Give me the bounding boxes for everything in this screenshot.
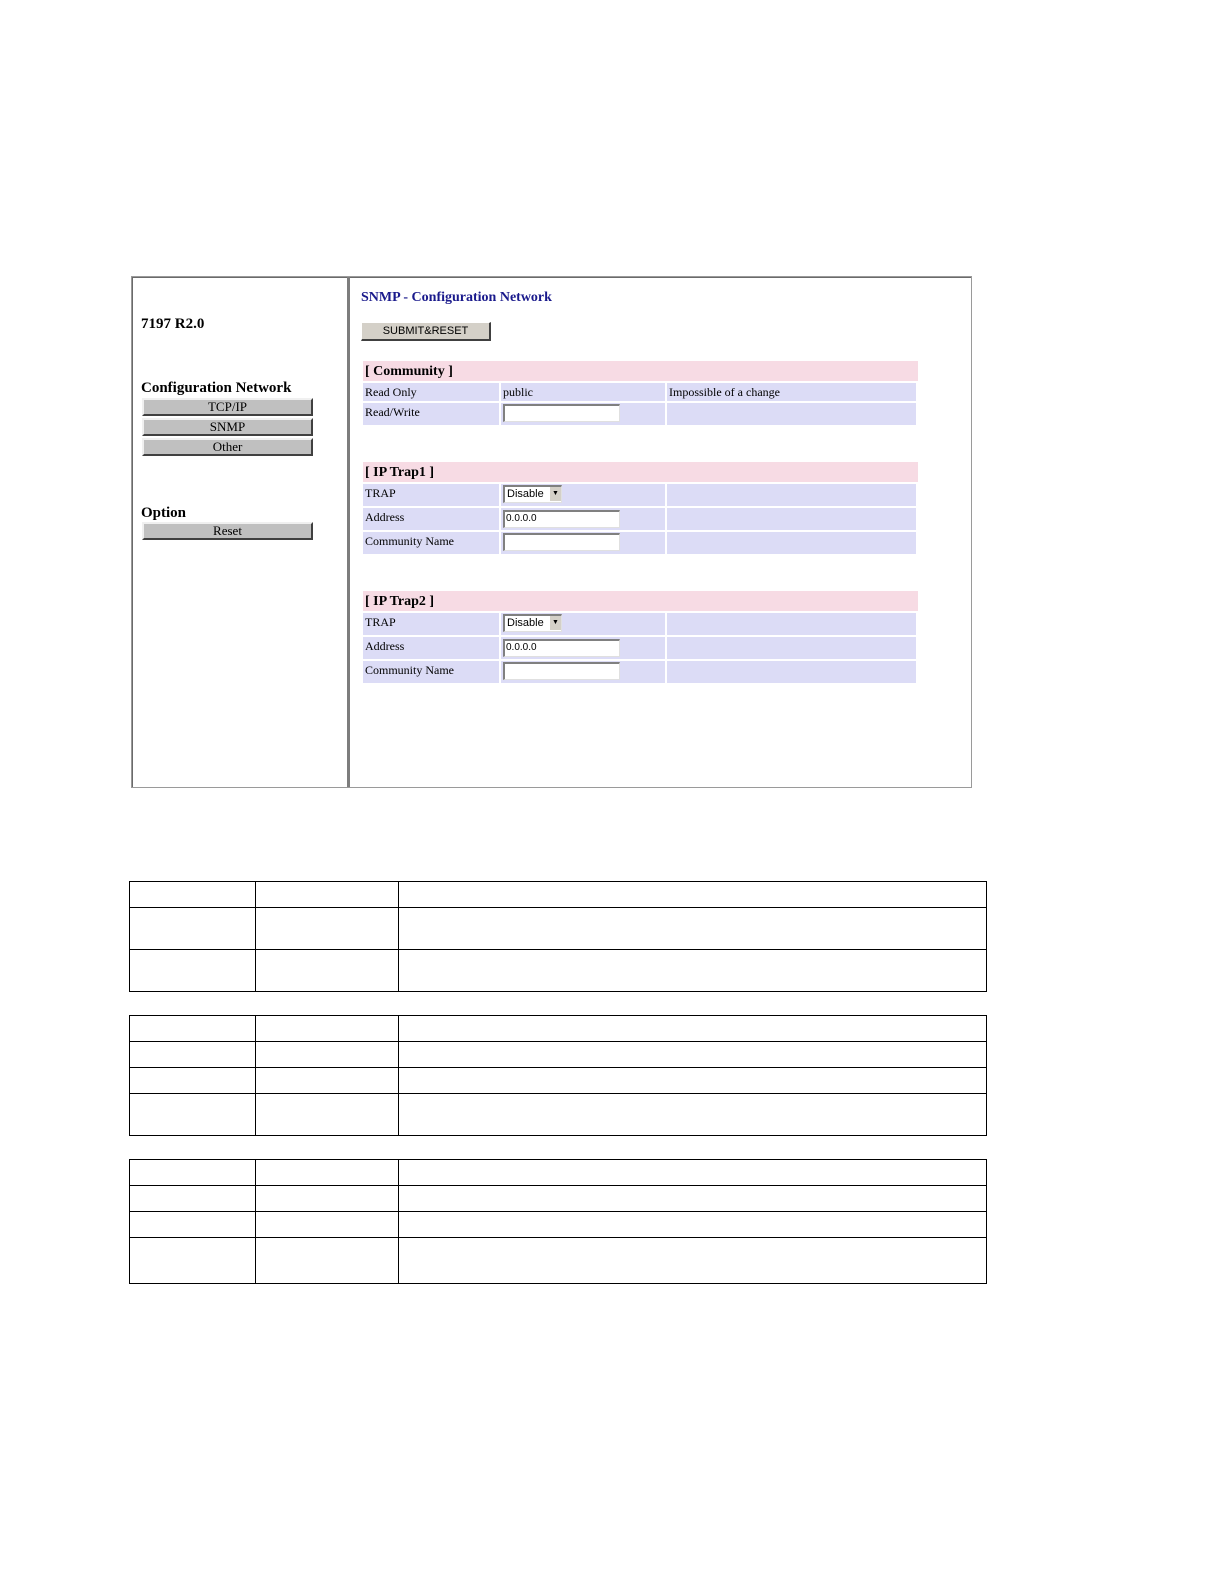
table-row [130,882,987,908]
table-cell [255,1068,398,1094]
trap1-trap-cell [501,484,665,506]
table-cell [255,1160,398,1186]
table-cell [255,1212,398,1238]
table-cell [255,1016,398,1042]
table-cell [398,1016,986,1042]
read-write-label: Read/Write [363,403,499,425]
table-cell [398,882,986,908]
community-heading: [ Community ] [363,361,918,381]
trap2-address-cell [501,637,665,659]
trap1-trap-row [363,484,918,506]
trap1-address-note [667,508,916,530]
chevron-down-icon[interactable]: ▼ [549,616,561,630]
sidebar [132,277,350,787]
trap1-heading: [ IP Trap1 ] [363,462,918,482]
trap1-community-label: Community Name [363,532,499,554]
trap1-description-table [129,1015,987,1136]
option-title: Option [141,505,187,521]
trap2-heading: [ IP Trap2 ] [363,591,918,611]
trap1-address-cell [501,508,665,530]
trap2-community-input[interactable] [503,662,620,680]
table-cell [130,1212,256,1238]
trap2-trap-cell [501,613,665,635]
table-cell [130,1238,256,1284]
table-cell [130,1068,256,1094]
config-network-title: Configuration Network [141,380,292,396]
table-cell [398,1160,986,1186]
table-cell [130,1186,256,1212]
community-section [363,361,918,425]
trap1-community-cell [501,532,665,554]
table-cell [255,1094,398,1136]
trap2-description-table [129,1159,987,1284]
table-cell [398,1238,986,1284]
chevron-down-icon[interactable]: ▼ [549,487,561,501]
trap2-trap-value: Disable [507,617,544,629]
read-write-row [363,403,918,425]
config-screenshot [131,276,972,788]
table-row [130,1042,987,1068]
table-cell [398,908,986,950]
table-cell [398,1094,986,1136]
table-cell [398,950,986,992]
table-row [130,950,987,992]
trap1-trap-value: Disable [507,488,544,500]
trap2-trap-select[interactable] [503,614,562,632]
table-row [130,1186,987,1212]
sidebar-item-tcpip[interactable]: TCP/IP [142,398,313,416]
trap1-trap-label: TRAP [363,484,499,506]
read-only-value: public [501,383,665,401]
trap1-trap-note [667,484,916,506]
read-only-note: Impossible of a change [667,383,916,401]
table-cell [130,1016,256,1042]
read-write-input[interactable] [503,404,620,422]
table-cell [255,1238,398,1284]
table-row [130,1212,987,1238]
read-write-cell [501,403,665,425]
read-only-label: Read Only [363,383,499,401]
table-cell [398,1068,986,1094]
community-description-table [129,881,987,992]
trap1-address-row [363,508,918,530]
page-title: SNMP - Configuration Network [361,290,552,305]
reset-button[interactable]: Reset [142,522,313,540]
trap2-address-row [363,637,918,659]
table-cell [130,950,256,992]
table-cell [130,908,256,950]
main-panel [350,277,971,787]
table-row [130,1160,987,1186]
table-cell [255,1042,398,1068]
table-cell [398,1042,986,1068]
table-row [130,908,987,950]
table-row [130,1094,987,1136]
read-only-row [363,383,918,401]
trap2-community-note [667,661,916,683]
table-cell [398,1186,986,1212]
table-cell [255,882,398,908]
table-cell [130,1042,256,1068]
table-row [130,1068,987,1094]
trap1-section [363,462,918,554]
table-cell [255,950,398,992]
table-row [130,1238,987,1284]
submit-reset-button[interactable]: SUBMIT&RESET [361,322,491,341]
trap2-community-cell [501,661,665,683]
trap1-community-row [363,532,918,554]
trap2-trap-label: TRAP [363,613,499,635]
sidebar-item-other[interactable]: Other [142,438,313,456]
sidebar-item-snmp[interactable]: SNMP [142,418,313,436]
trap2-section [363,591,918,683]
product-version: 7197 R2.0 [141,316,205,332]
trap2-address-input[interactable]: 0.0.0.0 [503,639,620,657]
table-row [130,1016,987,1042]
trap2-trap-row [363,613,918,635]
trap1-community-note [667,532,916,554]
table-cell [130,882,256,908]
read-write-note [667,403,916,425]
table-cell [130,1160,256,1186]
trap2-community-row [363,661,918,683]
trap1-address-input[interactable]: 0.0.0.0 [503,510,620,528]
table-cell [398,1212,986,1238]
trap2-community-label: Community Name [363,661,499,683]
trap1-community-input[interactable] [503,533,620,551]
table-cell [255,1186,398,1212]
trap2-address-label: Address [363,637,499,659]
trap1-trap-select[interactable] [503,485,562,503]
trap2-trap-note [667,613,916,635]
table-cell [255,908,398,950]
trap1-address-label: Address [363,508,499,530]
trap2-address-note [667,637,916,659]
table-cell [130,1094,256,1136]
